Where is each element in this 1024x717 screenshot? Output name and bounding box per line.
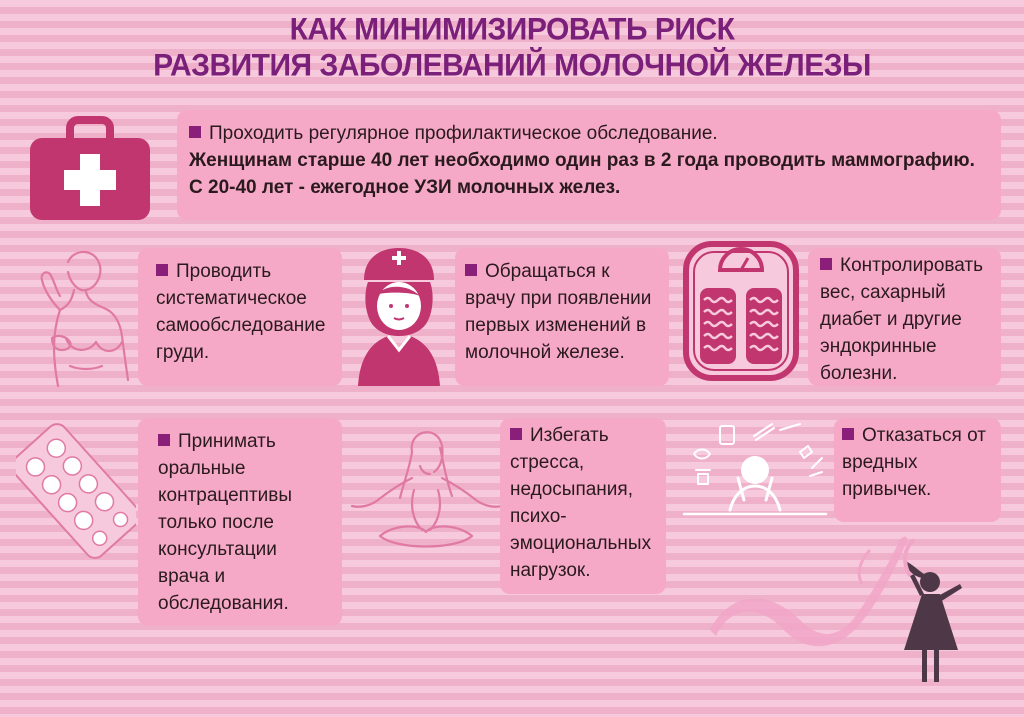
bullet-square-icon — [465, 264, 477, 276]
meditation-icon — [350, 418, 500, 558]
checkup-line-2: Женщинам старше 40 лет необходимо один раз в 2 года проводить маммографию. — [189, 150, 975, 171]
bullet-square-icon — [820, 258, 832, 270]
bullet-square-icon — [510, 428, 522, 440]
pills-box: Принимать оральные контрацептивы только после консультации врача и обследования. — [138, 418, 342, 626]
first-aid-kit-icon — [28, 116, 152, 222]
breast-self-exam-icon — [22, 246, 134, 390]
bullet-square-icon — [158, 434, 170, 446]
checkup-box — [177, 110, 1001, 220]
ribbon-girl-icon — [700, 530, 1000, 690]
doctor-box: Обращаться к врачу при появлении первых изменений в молочной железе. — [455, 248, 669, 386]
self-exam-box: Проводить систематическое самообследование груди. — [138, 248, 342, 386]
bullet-square-icon — [189, 126, 201, 138]
bullet-square-icon — [156, 264, 168, 276]
page-title — [0, 12, 1024, 83]
nurse-icon — [350, 244, 448, 386]
pill-blister-icon — [16, 420, 136, 562]
weight-box: Контролировать вес, сахарный диабет и другие эндокринные болезни. — [808, 248, 1001, 386]
stress-box: Избегать стресса, недосыпания, психо- эмоциональных нагрузок. — [500, 418, 666, 594]
habits-box: Отказаться от вредных привычек. — [834, 418, 1001, 522]
bullet-square-icon — [842, 428, 854, 440]
scale-icon — [682, 240, 800, 382]
title-line-1: КАК МИНИМИЗИРОВАТЬ РИСК — [289, 12, 735, 47]
checkup-line-1: Проходить регулярное профилактическое обследование. — [189, 120, 989, 147]
bad-habits-icon — [680, 418, 830, 528]
checkup-line-3: С 20-40 лет - ежегодное УЗИ молочных желез. — [189, 177, 621, 198]
title-line-2: РАЗВИТИЯ ЗАБОЛЕВАНИЙ МОЛОЧНОЙ ЖЕЛЕЗЫ — [153, 48, 871, 83]
